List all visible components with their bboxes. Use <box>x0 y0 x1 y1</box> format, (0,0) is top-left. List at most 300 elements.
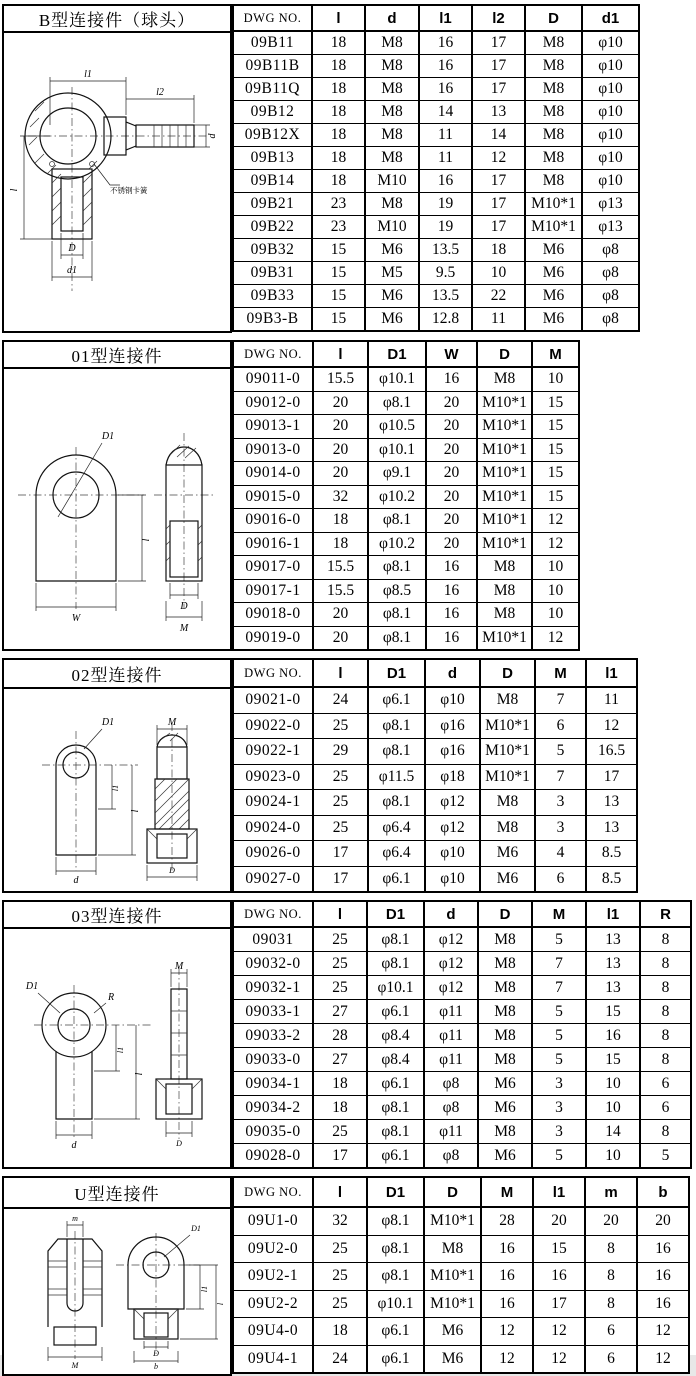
dwg-no-cell: 09031 <box>233 927 313 952</box>
column-header: d <box>424 901 478 927</box>
table-row <box>233 626 579 650</box>
table-row <box>233 1144 691 1169</box>
value-cell: 15 <box>312 308 365 332</box>
column-header: D <box>477 341 532 367</box>
column-header: D <box>525 5 582 31</box>
value-cell: φ6.1 <box>367 1072 424 1096</box>
dim-label-d: d <box>207 133 218 139</box>
value-cell: 4 <box>535 841 586 867</box>
value-cell: φ6.1 <box>368 687 425 713</box>
value-cell: 12.8 <box>419 308 472 332</box>
value-cell: M8 <box>365 101 419 124</box>
value-cell: 16 <box>481 1290 533 1318</box>
value-cell: φ8.4 <box>367 1048 424 1072</box>
value-cell: φ6.4 <box>368 841 425 867</box>
value-cell: φ10.1 <box>368 438 426 462</box>
value-cell: 16 <box>419 55 472 78</box>
table-row <box>233 262 639 285</box>
dwg-no-cell: 09019-0 <box>233 626 313 650</box>
value-cell: φ8.1 <box>367 927 424 952</box>
value-cell: φ8.1 <box>368 556 426 580</box>
section-title: B型连接件（球头） <box>4 6 230 33</box>
value-cell: 16 <box>637 1290 689 1318</box>
dwg-no-cell: 09U2-1 <box>233 1263 313 1291</box>
value-cell: M8 <box>478 927 532 952</box>
value-cell: φ8.1 <box>367 1263 424 1291</box>
column-header: l1 <box>533 1177 585 1207</box>
spec-table-type-01 <box>232 340 580 651</box>
value-cell: M6 <box>480 841 535 867</box>
dwg-no-cell: 09034-2 <box>233 1096 313 1120</box>
header-row <box>233 901 691 927</box>
table-row <box>233 1024 691 1048</box>
value-cell: 24 <box>313 1345 367 1373</box>
value-cell: 25 <box>313 952 367 976</box>
dwg-no-cell: 09026-0 <box>233 841 313 867</box>
dim-label-D1: D1 <box>101 717 115 728</box>
column-header: l <box>312 5 365 31</box>
value-cell: 19 <box>419 216 472 239</box>
value-cell: 25 <box>313 1290 367 1318</box>
table-row <box>233 438 579 462</box>
header-row <box>233 1177 689 1207</box>
dwg-no-cell: 09B11 <box>233 31 312 55</box>
value-cell: 9.5 <box>419 262 472 285</box>
value-cell: 20 <box>426 462 477 486</box>
value-cell: M8 <box>477 603 532 627</box>
value-cell: M10*1 <box>424 1290 481 1318</box>
dim-label-D1: D1 <box>25 981 39 992</box>
value-cell: 15 <box>312 285 365 308</box>
value-cell: φ13 <box>582 193 639 216</box>
dim-label-l1: l1 <box>111 784 120 792</box>
table-row <box>233 1290 689 1318</box>
dim-label-l: l <box>134 1072 145 1076</box>
dim-label-M: M <box>179 623 189 634</box>
value-cell: 18 <box>313 1072 367 1096</box>
value-cell: M8 <box>480 687 535 713</box>
value-cell: 20 <box>637 1207 689 1235</box>
value-cell: 16 <box>426 579 477 603</box>
value-cell: 20 <box>585 1207 637 1235</box>
value-cell: M8 <box>477 367 532 391</box>
table-row <box>233 170 639 193</box>
section-type-01 <box>2 340 696 651</box>
value-cell: 25 <box>313 1120 367 1144</box>
value-cell: φ10 <box>582 78 639 101</box>
value-cell: 10 <box>586 1072 640 1096</box>
section-b-type <box>2 4 696 333</box>
dim-label-R: R <box>107 992 115 1003</box>
value-cell: M10*1 <box>525 216 582 239</box>
dim-label-d: d <box>71 1140 77 1151</box>
value-cell: φ10.1 <box>367 1290 424 1318</box>
value-cell: 17 <box>472 31 525 55</box>
value-cell: 25 <box>313 1263 367 1291</box>
value-cell: 5 <box>532 1144 586 1169</box>
table-row <box>233 1207 689 1235</box>
dwg-no-cell: 09017-1 <box>233 579 313 603</box>
dwg-no-cell: 09B11Q <box>233 78 312 101</box>
value-cell: 17 <box>313 1144 367 1169</box>
value-cell: M8 <box>365 124 419 147</box>
value-cell: M6 <box>480 866 535 892</box>
value-cell: M8 <box>365 78 419 101</box>
value-cell: 3 <box>532 1072 586 1096</box>
value-cell: 25 <box>313 927 367 952</box>
technical-drawing-type-03 <box>4 929 230 1167</box>
dwg-no-cell: 09016-1 <box>233 532 313 556</box>
value-cell: M6 <box>365 285 419 308</box>
dwg-no-cell: 09017-0 <box>233 556 313 580</box>
value-cell: 8 <box>585 1290 637 1318</box>
value-cell: 20 <box>426 438 477 462</box>
value-cell: φ6.1 <box>367 1318 424 1346</box>
value-cell: M10*1 <box>480 713 535 739</box>
dim-label-D1: D1 <box>101 431 115 442</box>
value-cell: 15 <box>532 462 579 486</box>
value-cell: φ8.5 <box>368 579 426 603</box>
value-cell: 25 <box>313 815 368 841</box>
value-cell: 20 <box>426 509 477 533</box>
drawing-panel-type-01 <box>2 340 232 651</box>
technical-drawing-type-01 <box>4 369 230 649</box>
dim-label-M: M <box>174 961 184 972</box>
value-cell: 15 <box>312 262 365 285</box>
value-cell: 15.5 <box>313 556 368 580</box>
column-header: DWG NO. <box>233 1177 313 1207</box>
value-cell: 5 <box>532 927 586 952</box>
value-cell: φ8.1 <box>367 1096 424 1120</box>
table-row <box>233 367 579 391</box>
value-cell: M10 <box>365 170 419 193</box>
column-header: M <box>481 1177 533 1207</box>
value-cell: M8 <box>480 815 535 841</box>
value-cell: 13 <box>586 790 637 816</box>
table-row <box>233 1072 691 1096</box>
value-cell: 16 <box>586 1024 640 1048</box>
value-cell: M8 <box>478 1048 532 1072</box>
value-cell: 17 <box>472 55 525 78</box>
table-row <box>233 31 639 55</box>
drawing-panel-b-type <box>2 4 232 333</box>
table-row <box>233 532 579 556</box>
value-cell: 3 <box>535 790 586 816</box>
value-cell: 7 <box>532 952 586 976</box>
value-cell: M6 <box>478 1072 532 1096</box>
dwg-no-cell: 09013-1 <box>233 415 313 439</box>
value-cell: 10 <box>586 1144 640 1169</box>
dwg-no-cell: 09021-0 <box>233 687 313 713</box>
value-cell: 18 <box>312 147 365 170</box>
spec-table-type-03 <box>232 900 692 1169</box>
dwg-no-cell: 09B21 <box>233 193 312 216</box>
dim-label-M: M <box>71 1361 79 1369</box>
value-cell: 17 <box>533 1290 585 1318</box>
section-title: 02型连接件 <box>4 660 230 689</box>
table-row <box>233 1345 689 1373</box>
value-cell: φ10.5 <box>368 415 426 439</box>
dim-label-l: l <box>9 188 20 192</box>
column-header: D1 <box>368 341 426 367</box>
value-cell: M6 <box>525 308 582 332</box>
dwg-no-cell: 09024-1 <box>233 790 313 816</box>
column-header: D <box>424 1177 481 1207</box>
column-header: b <box>637 1177 689 1207</box>
table-row <box>233 391 579 415</box>
value-cell: 13 <box>472 101 525 124</box>
column-header: d1 <box>582 5 639 31</box>
value-cell: φ10.2 <box>368 532 426 556</box>
column-header: l <box>313 341 368 367</box>
spec-table-u-type <box>232 1176 690 1374</box>
value-cell: φ8.4 <box>367 1024 424 1048</box>
value-cell: M8 <box>477 556 532 580</box>
value-cell: φ10.2 <box>368 485 426 509</box>
value-cell: 16 <box>426 556 477 580</box>
value-cell: 13 <box>586 815 637 841</box>
header-row <box>233 659 637 687</box>
value-cell: φ12 <box>424 927 478 952</box>
value-cell: 16 <box>533 1263 585 1291</box>
value-cell: M8 <box>365 31 419 55</box>
table-row <box>233 764 637 790</box>
value-cell: M6 <box>525 285 582 308</box>
value-cell: M8 <box>478 976 532 1000</box>
column-header: M <box>532 901 586 927</box>
value-cell: 20 <box>426 415 477 439</box>
value-cell: 12 <box>637 1318 689 1346</box>
dwg-no-cell: 09B12 <box>233 101 312 124</box>
value-cell: 3 <box>532 1120 586 1144</box>
value-cell: M8 <box>525 170 582 193</box>
value-cell: φ6.1 <box>367 1000 424 1024</box>
value-cell: 18 <box>312 55 365 78</box>
value-cell: 15 <box>532 415 579 439</box>
dim-label-l1: l1 <box>116 1046 125 1054</box>
value-cell: 12 <box>532 626 579 650</box>
value-cell: 15 <box>532 438 579 462</box>
column-header: D1 <box>367 1177 424 1207</box>
value-cell: 8 <box>640 976 691 1000</box>
value-cell: M10*1 <box>477 509 532 533</box>
value-cell: 16 <box>426 367 477 391</box>
value-cell: 12 <box>586 713 637 739</box>
table-row <box>233 687 637 713</box>
technical-drawing-type-02 <box>4 689 230 891</box>
value-cell: M10*1 <box>477 391 532 415</box>
header-row <box>233 5 639 31</box>
value-cell: φ10 <box>582 124 639 147</box>
dim-label-l: l <box>130 809 141 813</box>
value-cell: φ8 <box>424 1072 478 1096</box>
value-cell: 7 <box>532 976 586 1000</box>
value-cell: M10*1 <box>477 532 532 556</box>
value-cell: 17 <box>472 193 525 216</box>
value-cell: M10*1 <box>525 193 582 216</box>
value-cell: M8 <box>478 952 532 976</box>
section-type-03 <box>2 900 696 1169</box>
value-cell: 18 <box>313 509 368 533</box>
column-header: D1 <box>368 659 425 687</box>
value-cell: φ12 <box>424 952 478 976</box>
value-cell: M8 <box>480 790 535 816</box>
value-cell: 20 <box>533 1207 585 1235</box>
value-cell: 20 <box>313 462 368 486</box>
value-cell: 15.5 <box>313 367 368 391</box>
value-cell: M8 <box>525 55 582 78</box>
dwg-no-cell: 09033-0 <box>233 1048 313 1072</box>
value-cell: 6 <box>640 1096 691 1120</box>
dwg-no-cell: 09032-1 <box>233 976 313 1000</box>
table-row <box>233 556 579 580</box>
value-cell: 8 <box>585 1235 637 1263</box>
table-row <box>233 841 637 867</box>
value-cell: M8 <box>525 101 582 124</box>
value-cell: 18 <box>312 78 365 101</box>
value-cell: 14 <box>472 124 525 147</box>
value-cell: φ9.1 <box>368 462 426 486</box>
value-cell: φ10 <box>582 170 639 193</box>
dwg-no-cell: 09016-0 <box>233 509 313 533</box>
dim-label-D: D <box>68 243 76 254</box>
value-cell: 25 <box>313 713 368 739</box>
value-cell: φ10 <box>425 687 480 713</box>
dwg-no-cell: 09013-0 <box>233 438 313 462</box>
value-cell: φ18 <box>425 764 480 790</box>
dwg-no-cell: 09033-1 <box>233 1000 313 1024</box>
value-cell: M8 <box>525 147 582 170</box>
table-row <box>233 462 579 486</box>
spec-table-type-02 <box>232 658 638 893</box>
value-cell: φ8.1 <box>367 952 424 976</box>
table-row <box>233 815 637 841</box>
value-cell: 17 <box>472 78 525 101</box>
dim-label-D: D <box>176 1139 182 1148</box>
value-cell: φ8.1 <box>367 1207 424 1235</box>
value-cell: 13 <box>586 976 640 1000</box>
value-cell: 14 <box>586 1120 640 1144</box>
value-cell: 12 <box>472 147 525 170</box>
table-row <box>233 485 579 509</box>
value-cell: 16 <box>637 1235 689 1263</box>
table-row <box>233 952 691 976</box>
value-cell: 16 <box>419 31 472 55</box>
column-header: DWG NO. <box>233 341 313 367</box>
value-cell: 12 <box>533 1345 585 1373</box>
value-cell: M8 <box>365 147 419 170</box>
dwg-no-cell: 09U2-2 <box>233 1290 313 1318</box>
value-cell: 12 <box>637 1345 689 1373</box>
dim-label-l2: l2 <box>156 87 164 98</box>
value-cell: 13.5 <box>419 239 472 262</box>
value-cell: M8 <box>478 1000 532 1024</box>
value-cell: 8 <box>640 1024 691 1048</box>
dwg-no-cell: 09B33 <box>233 285 312 308</box>
value-cell: φ6.1 <box>367 1144 424 1169</box>
column-header: l2 <box>472 5 525 31</box>
table-row <box>233 1235 689 1263</box>
value-cell: 32 <box>313 1207 367 1235</box>
value-cell: 18 <box>312 170 365 193</box>
dim-label-l: l <box>216 1302 225 1306</box>
value-cell: φ8.1 <box>368 713 425 739</box>
value-cell: 5 <box>532 1024 586 1048</box>
column-header: DWG NO. <box>233 659 313 687</box>
column-header: D <box>478 901 532 927</box>
drawing-panel-type-02 <box>2 658 232 893</box>
table-row <box>233 927 691 952</box>
circlip-note: 不锈钢卡簧 <box>110 186 148 195</box>
table-row <box>233 976 691 1000</box>
clevis-diagram <box>4 1209 230 1369</box>
table-row <box>233 415 579 439</box>
dwg-no-cell: 09015-0 <box>233 485 313 509</box>
dim-label-m: m <box>72 1214 78 1223</box>
value-cell: 29 <box>313 739 368 765</box>
value-cell: 27 <box>313 1048 367 1072</box>
value-cell: φ10 <box>425 866 480 892</box>
value-cell: φ13 <box>582 216 639 239</box>
column-header: D <box>480 659 535 687</box>
column-header: d <box>425 659 480 687</box>
table-row <box>233 790 637 816</box>
value-cell: 10 <box>532 367 579 391</box>
value-cell: M6 <box>365 239 419 262</box>
value-cell: 11 <box>586 687 637 713</box>
value-cell: 28 <box>481 1207 533 1235</box>
dim-label-b: b <box>154 1362 158 1369</box>
column-header: M <box>535 659 586 687</box>
value-cell: 10 <box>472 262 525 285</box>
section-title: 03型连接件 <box>4 902 230 929</box>
table-row <box>233 285 639 308</box>
value-cell: 16 <box>637 1263 689 1291</box>
value-cell: M8 <box>365 193 419 216</box>
value-cell: φ10 <box>582 31 639 55</box>
value-cell: 16 <box>426 603 477 627</box>
value-cell: 8 <box>640 927 691 952</box>
value-cell: 15 <box>532 485 579 509</box>
value-cell: φ8.1 <box>368 626 426 650</box>
value-cell: M6 <box>365 308 419 332</box>
value-cell: M10*1 <box>477 415 532 439</box>
dwg-no-cell: 09012-0 <box>233 391 313 415</box>
value-cell: φ8.1 <box>368 603 426 627</box>
value-cell: 7 <box>535 764 586 790</box>
ball-joint-diagram <box>4 33 230 326</box>
column-header: DWG NO. <box>233 5 312 31</box>
value-cell: M6 <box>478 1144 532 1169</box>
value-cell: 15 <box>533 1235 585 1263</box>
value-cell: φ8.1 <box>368 509 426 533</box>
dwg-no-cell: 09014-0 <box>233 462 313 486</box>
value-cell: M8 <box>477 579 532 603</box>
value-cell: φ8 <box>424 1096 478 1120</box>
table-row <box>233 308 639 332</box>
dwg-no-cell: 09022-0 <box>233 713 313 739</box>
value-cell: 17 <box>586 764 637 790</box>
dwg-no-cell: 09034-1 <box>233 1072 313 1096</box>
column-header: R <box>640 901 691 927</box>
value-cell: 12 <box>481 1345 533 1373</box>
dwg-no-cell: 09035-0 <box>233 1120 313 1144</box>
value-cell: 11 <box>419 147 472 170</box>
dim-label-D: D <box>169 866 175 875</box>
value-cell: 12 <box>533 1318 585 1346</box>
dim-label-l1: l1 <box>200 1285 209 1293</box>
value-cell: 20 <box>313 438 368 462</box>
